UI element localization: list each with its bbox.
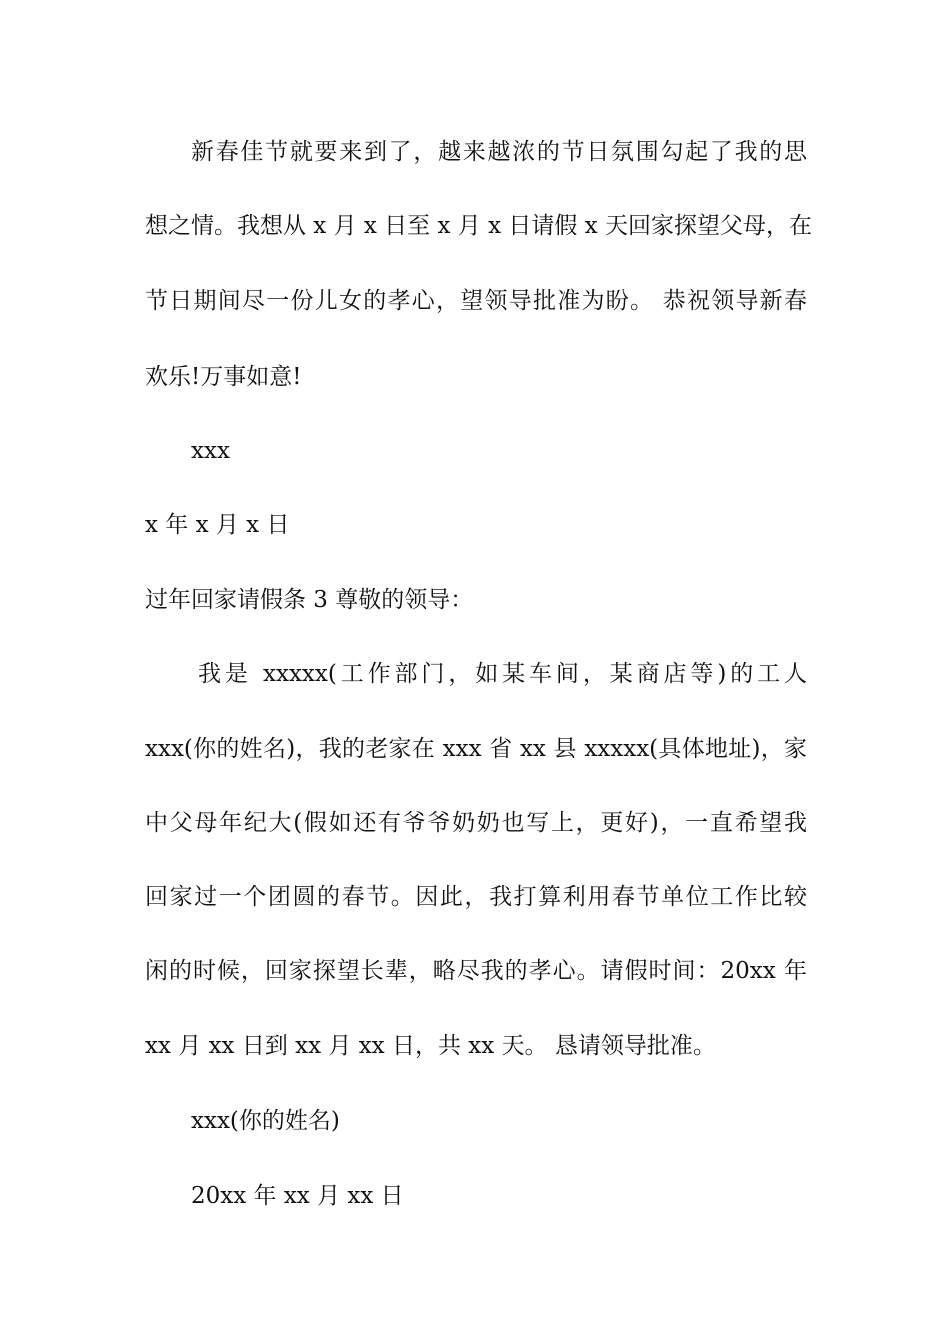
letter1-paragraph-line-2: 想之情。我想从 x 月 x 日至 x 月 x 日请假 x 天回家探望父母，在 bbox=[145, 213, 812, 239]
letter2-paragraph-line-5: 闲的时候，回家探望长辈，略尽我的孝心。请假时间：20xx 年 bbox=[145, 958, 807, 984]
letter1-signature: xxx bbox=[191, 438, 230, 464]
letter2-signature: xxx(你的姓名) bbox=[191, 1108, 340, 1134]
letter1-paragraph-line-4: 欢乐!万事如意! bbox=[145, 364, 302, 390]
letter1-date: x 年 x 月 x 日 bbox=[145, 512, 290, 538]
letter2-paragraph-line-2: xxx(你的姓名)，我的老家在 xxx 省 xx 县 xxxxx(具体地址)，家 bbox=[145, 736, 807, 762]
letter2-date: 20xx 年 xx 月 xx 日 bbox=[191, 1183, 404, 1209]
letter2-paragraph-line-1: 我是 xxxxx(工作部门，如某车间，某商店等)的工人 bbox=[198, 661, 807, 687]
letter2-heading: 过年回家请假条 3 尊敬的领导： bbox=[145, 587, 474, 613]
letter1-paragraph-line-3: 节日期间尽一份儿女的孝心，望领导批准为盼。 恭祝领导新春 bbox=[145, 288, 807, 314]
letter2-paragraph-line-3: 中父母年纪大(假如还有爷爷奶奶也写上，更好)，一直希望我 bbox=[145, 810, 807, 836]
letter2-paragraph-line-4: 回家过一个团圆的春节。因此，我打算利用春节单位工作比较 bbox=[145, 884, 807, 910]
letter2-paragraph-line-6: xx 月 xx 日到 xx 月 xx 日，共 xx 天。 恳请领导批准。 bbox=[145, 1033, 716, 1059]
letter1-paragraph-line-1: 新春佳节就要来到了，越来越浓的节日氛围勾起了我的思 bbox=[191, 139, 807, 165]
